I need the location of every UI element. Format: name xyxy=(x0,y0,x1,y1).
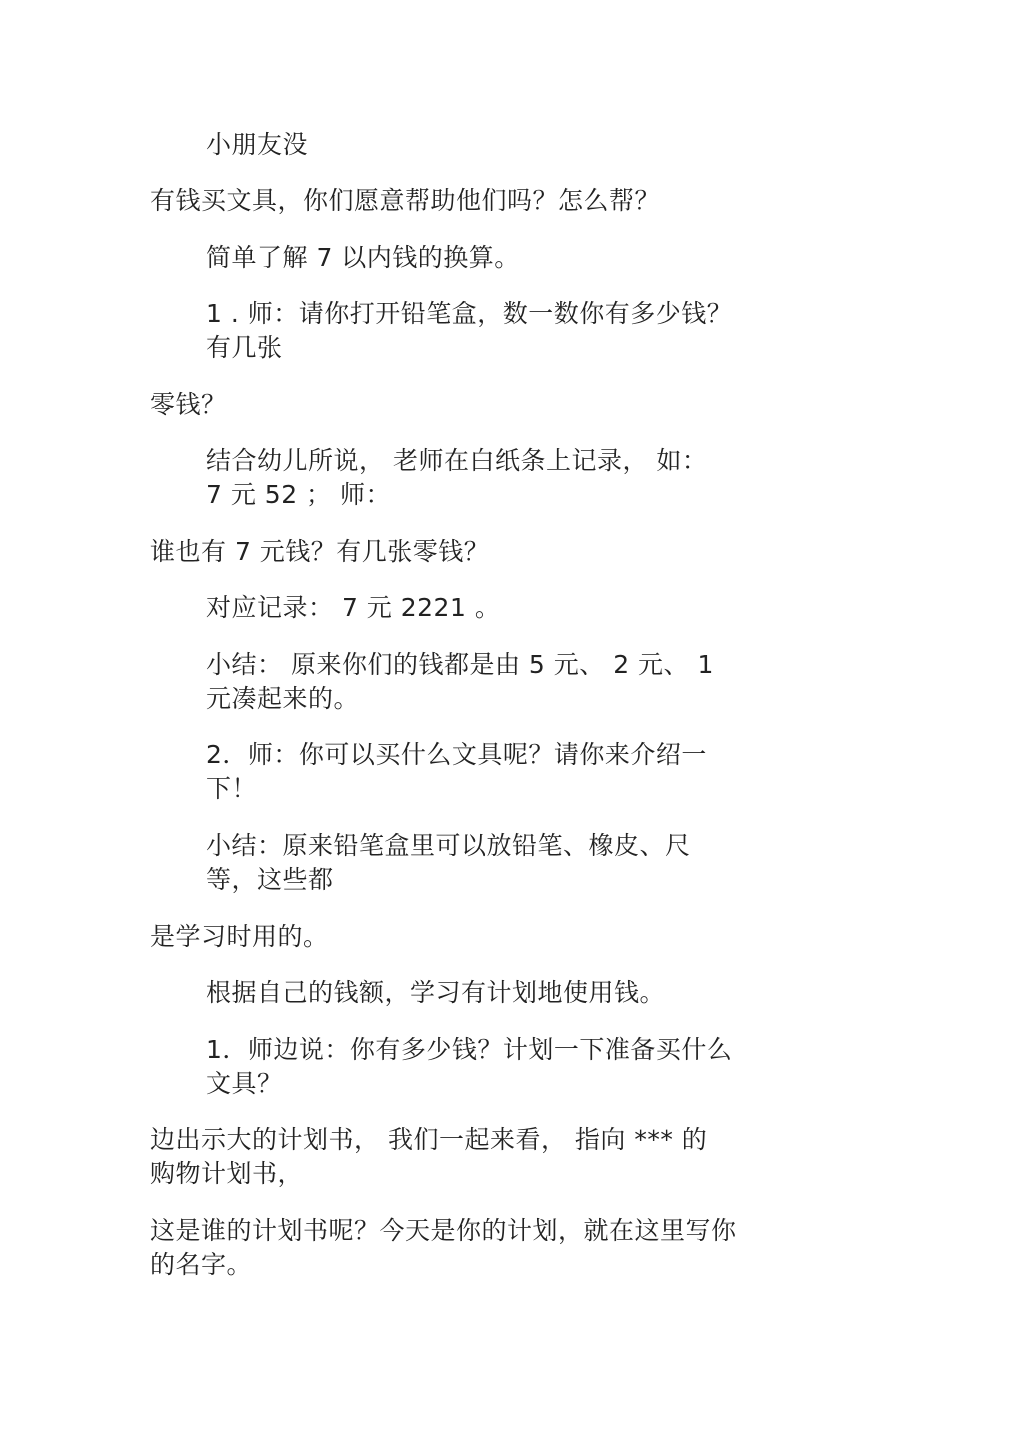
paragraph xyxy=(206,1033,732,1101)
paragraph xyxy=(206,976,665,1010)
text-line: 有钱买文具，你们愿意帮助他们吗？怎么帮？ xyxy=(150,186,661,215)
text-line: 2．师：你可以买什么文具呢？请你来介绍一 xyxy=(206,740,707,769)
paragraph xyxy=(206,738,707,806)
paragraph xyxy=(206,241,520,275)
paragraph xyxy=(206,444,707,512)
text-line: 结合幼儿所说， 老师在白纸条上记录， 如： xyxy=(206,446,708,475)
text-line: 根据自己的钱额，学习有计划地使用钱。 xyxy=(206,978,666,1007)
text-line: 谁也有 7 元钱？有几张零钱？ xyxy=(150,537,490,566)
text-line: 对应记录： 7 元 2221 。 xyxy=(206,593,501,622)
text-line: 等，这些都 xyxy=(206,865,334,894)
text-line: 1 . 师：请你打开铅笔盒，数一数你有多少钱？ xyxy=(206,299,733,328)
text-line: 文具？ xyxy=(206,1069,283,1098)
text-line: 的名字。 xyxy=(150,1250,253,1279)
paragraph xyxy=(206,591,500,625)
text-line: 边出示大的计划书， 我们一起来看， 指向 *** 的 xyxy=(150,1125,708,1154)
text-line: 元凑起来的。 xyxy=(206,684,360,713)
paragraph xyxy=(150,920,329,954)
paragraph xyxy=(150,1123,707,1191)
text-line: 7 元 52 ； 师： xyxy=(206,480,392,509)
paragraph xyxy=(150,388,227,422)
text-line: 这是谁的计划书呢？今天是你的计划，就在这里写你 xyxy=(150,1216,737,1245)
text-line: 有几张 xyxy=(206,333,283,362)
text-line: 是学习时用的。 xyxy=(150,922,329,951)
text-line: 下！ xyxy=(206,774,258,803)
paragraph xyxy=(206,829,691,897)
text-line: 小结：原来铅笔盒里可以放铅笔、橡皮、尺 xyxy=(206,831,691,860)
text-line: 购物计划书， xyxy=(150,1159,304,1188)
paragraph xyxy=(206,128,308,162)
text-line: 零钱？ xyxy=(150,390,227,419)
text-line: 简单了解 7 以内钱的换算。 xyxy=(206,243,520,272)
paragraph xyxy=(150,1214,737,1282)
paragraph xyxy=(150,535,489,569)
paragraph xyxy=(206,297,732,365)
paragraph xyxy=(150,184,660,218)
paragraph xyxy=(206,648,714,716)
text-line: 小朋友没 xyxy=(206,130,309,159)
text-line: 小结： 原来你们的钱都是由 5 元、 2 元、 1 xyxy=(206,650,714,679)
text-line: 1．师边说：你有多少钱？计划一下准备买什么 xyxy=(206,1035,733,1064)
